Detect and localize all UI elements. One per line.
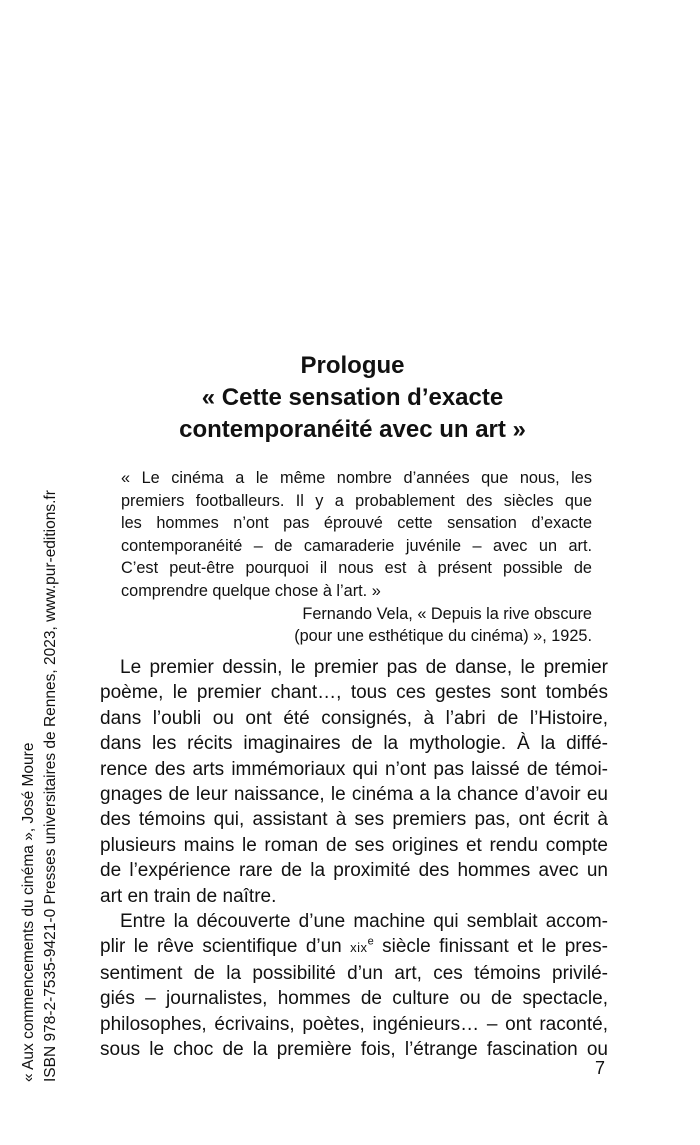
- paragraph-1-line: rence des arts immémoriaux qui n’ont pas laissé de témoi-: [100, 758, 608, 780]
- epigraph-line: premiers footballeurs. Il y a probablement des siècles que: [121, 491, 592, 510]
- paragraph-1-line: Le premier dessin, le premier pas de danse, le premier: [120, 657, 608, 678]
- side-note-line-1: « Aux commencements du cinéma », José Moure: [20, 742, 37, 1082]
- epigraph-line: C’est peut-être pourquoi il nous est à présent possible de: [121, 559, 592, 578]
- p2-line2-start: plir le rêve scientifique d’un: [100, 936, 351, 958]
- epigraph-line: « Le cinéma a le même nombre d’années que nous, les: [121, 469, 592, 487]
- century-numeral: xix: [350, 940, 368, 956]
- paragraph-2-line: sentiment de la possibilité d’un art, ces témoins privilé-: [100, 962, 608, 984]
- epigraph-attribution-1: Fernando Vela, « Depuis la rive obscure: [302, 604, 592, 623]
- paragraph-2-line: [100, 934, 608, 960]
- title-line-2: « Cette sensation d’exacte: [201, 384, 504, 411]
- paragraph-1-line: de l’expérience rare de la proximité des hommes avec un: [100, 860, 608, 882]
- title-line-1: Prologue: [300, 352, 405, 379]
- copyright-side-note: [18, 382, 62, 1082]
- paragraph-2-line: Entre la découverte d’une machine qui semblait accom-: [120, 911, 608, 933]
- epigraph-line: contemporanéité – de camaraderie juvénile – avec un art.: [121, 536, 592, 555]
- paragraph-1-line: poème, le premier chant…, tous ces gestes sont tombés: [100, 682, 608, 704]
- epigraph-quote: [121, 467, 592, 648]
- chapter-title: [100, 350, 605, 446]
- side-note-line-2: ISBN 978-2-7535-9421-0 Presses universitaires de Rennes, 2023, www.pur-editions.fr: [42, 490, 59, 1082]
- paragraph-2-line: sous le choc de la première fois, l’étrange fascination ou: [100, 1039, 608, 1061]
- epigraph-attribution-2: (pour une esthétique du cinéma) », 1925.: [294, 627, 592, 646]
- paragraph-1-line: des témoins qui, assistant à ses premiers pas, ont écrit à: [100, 809, 608, 831]
- p2-line2-end: siècle finissant et le pres-: [373, 936, 608, 958]
- paragraph-1-line: gnages de leur naissance, le cinéma a la chance d’avoir eu: [100, 784, 608, 806]
- paragraph-1-line: dans les récits imaginaires de la mythologie. À la diffé-: [100, 733, 608, 755]
- paragraph-2-line: giés – journalistes, hommes de culture ou de spectacle,: [100, 988, 608, 1010]
- epigraph-line: les hommes n’ont pas éprouvé cette sensation d’exacte: [121, 514, 592, 533]
- paragraph-1-line: dans l’oubli ou ont été consignés, à l’abri de l’Histoire,: [100, 707, 608, 729]
- paragraph-1-line: plusieurs mains le roman de ses origines et rendu compte: [100, 834, 608, 856]
- title-line-3: contemporanéité avec un art »: [179, 416, 526, 443]
- paragraph-1-line: art en train de naître.: [100, 885, 277, 907]
- epigraph-line: comprendre quelque chose à l’art. »: [121, 581, 381, 600]
- paragraph-2-line: philosophes, écrivains, poètes, ingénieurs… – ont raconté,: [100, 1013, 608, 1035]
- body-text: [100, 655, 608, 1063]
- century-superscript: e: [367, 936, 374, 949]
- page-number: 7: [595, 1058, 606, 1078]
